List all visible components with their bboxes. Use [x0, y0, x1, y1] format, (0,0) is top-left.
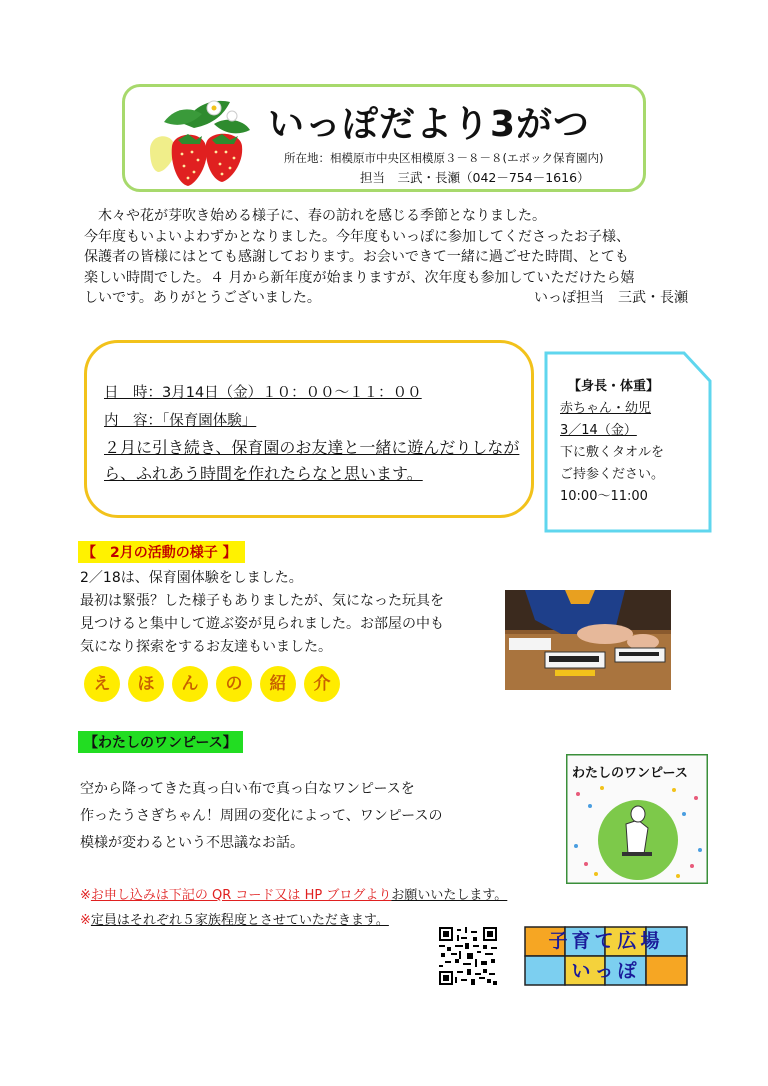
intro-line: 木々や花が芽吹き始める様子に、春の訪れを感じる季節となりました。 — [84, 208, 546, 224]
kosodate-hiroba-logo — [524, 926, 688, 986]
page-title: いっぽだより3がつ — [268, 104, 591, 145]
book-line: 模様が変わるという不思議なお話。 — [80, 835, 304, 851]
event-date: 日 時：3月14日（金）１０：００～１１：００ — [104, 385, 422, 401]
feb-heading: 【 2月の活動の様子 】 — [78, 541, 245, 563]
measure-title: 【身長・体重】 — [568, 379, 660, 394]
qr-code[interactable] — [439, 927, 497, 985]
logo-subtitle: いっぽ — [571, 960, 641, 982]
event-description: ２月に引き続き、保育園のお友達と一緒に遊んだりしなが — [104, 438, 520, 457]
measure-note: 下に敷くタオルを — [560, 445, 665, 460]
logo-title: 子育て広場 — [548, 930, 664, 952]
intro-line: 今年度もいよいよわずかとなりました。今年度もいっぽに参加してくださったお子様、 — [84, 228, 630, 245]
notice-apply — [80, 884, 507, 903]
feb-line: 見つけると集中して遊ぶ姿が見られました。お部屋の中も — [80, 616, 444, 632]
measure-time: 10:00～11:00 — [560, 489, 648, 504]
measure-note: ご持参ください。 — [560, 467, 665, 482]
notice-mark: ※ — [80, 888, 91, 903]
notice-apply-rest: お願いいたします。 — [391, 888, 508, 903]
book-line: 空から降ってきた真っ白い布で真っ白なワンピースを — [80, 781, 415, 797]
event-description: ら、ふれあう時間を作れたらなと思います。 — [104, 464, 423, 483]
strawberry-illustration — [144, 94, 254, 190]
intro-paragraph — [84, 206, 688, 309]
feb-line: 気になり探索をするお友達もいました。 — [80, 639, 332, 655]
ehon-bubble: 紹 — [260, 666, 296, 702]
book-line: 作ったうさぎちゃん！周囲の変化によって、ワンピースの — [80, 808, 443, 824]
book-cover-image — [566, 754, 708, 884]
notice-apply-highlight: お申し込みは下記の QR コード又は HP ブログより — [90, 888, 392, 903]
event-content: 内 容：「保育園体験」 — [104, 413, 257, 429]
intro-line: 楽しい時間でした。４ 月から新年度が始まりますが、次年度も参加していただけたら嬉 — [84, 269, 635, 286]
book-description — [80, 776, 442, 857]
feb-text — [80, 567, 500, 659]
ehon-bubble: ん — [172, 666, 208, 702]
notice-capacity-text: 定員はそれぞれ５家族程度とさせていただきます。 — [90, 913, 389, 928]
intro-line: 保護者の皆様にはとても感謝しております。お会いできて一緒に過ごせた時間、とても — [84, 249, 629, 265]
notice-mark: ※ — [80, 913, 91, 928]
feb-line: 最初は緊張？した様子もありましたが、気になった玩具を — [80, 593, 444, 609]
intro-signature: いっぽ担当 三武・長瀬 — [534, 290, 688, 306]
ehon-bubble: 介 — [304, 666, 340, 702]
contact-text: 担当 三武・長瀬（042－754－1616） — [360, 170, 590, 185]
ehon-bubble: ほ — [128, 666, 164, 702]
measure-info — [560, 376, 704, 508]
intro-closing: しいです。ありがとうございました。 — [84, 290, 321, 306]
measure-date: 3／14（金） — [560, 423, 637, 438]
book-cover-title: わたしのワンピース — [572, 766, 688, 781]
ehon-bubble: の — [216, 666, 252, 702]
intro-last-line — [84, 288, 688, 309]
activity-photo — [505, 590, 671, 690]
book-heading: 【わたしのワンピース】 — [78, 731, 243, 753]
address-text: 所在地：相模原市中央区相模原３－８－８(エボック保育園内) — [284, 151, 604, 165]
ehon-bubble: え — [84, 666, 120, 702]
measure-target: 赤ちゃん・幼児 — [560, 401, 652, 416]
notice-capacity — [80, 909, 389, 928]
feb-line: 2／18は、保育園体験をしました。 — [80, 570, 303, 586]
